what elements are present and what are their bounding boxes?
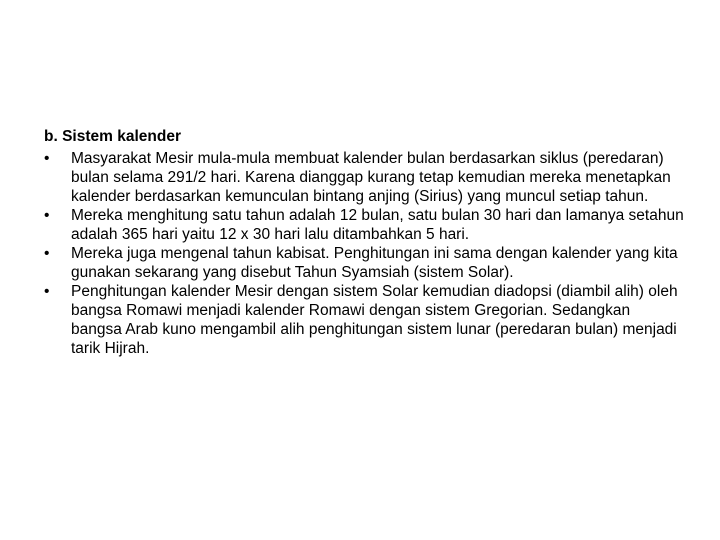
bullet-text: Penghitungan kalender Mesir dengan sistem Solar kemudian diadopsi (diambil alih) oleh bangsa Romawi menjadi kalender Romawi dengan sistem Gregorian. Sedangkan bangsa Arab kuno mengambil alih penghitungan sistem lunar (peredaran bulan) menjadi tarik Hijrah. [71, 283, 678, 357]
bullet-item-leap-year [44, 244, 684, 282]
section-heading: b. Sistem kalender [44, 128, 181, 145]
bullet-text: Mereka menghitung satu tahun adalah 12 bulan, satu bulan 30 hari dan lamanya setahun adalah 365 hari yaitu 12 x 30 hari lalu ditambahkan 5 hari. [71, 207, 684, 243]
slide-content [44, 127, 684, 358]
bullet-icon: • [44, 207, 50, 224]
bullet-item-adoption [44, 282, 684, 358]
bullet-icon: • [44, 283, 50, 300]
bullet-text: Masyarakat Mesir mula-mula membuat kalender bulan berdasarkan siklus (peredaran) bulan selama 291/2 hari. Karena dianggap kurang tetap kemudian mereka menetapkan kalender berdasarkan kemunculan bintang anjing (Sirius) yang muncul setiap tahun. [71, 150, 671, 205]
bullet-list [44, 149, 684, 358]
bullet-item-year-count [44, 206, 684, 244]
bullet-item-egypt-lunar-calendar [44, 149, 684, 206]
bullet-text: Mereka juga mengenal tahun kabisat. Penghitungan ini sama dengan kalender yang kita gunakan sekarang yang disebut Tahun Syamsiah (sistem Solar). [71, 245, 678, 281]
bullet-icon: • [44, 150, 50, 167]
bullet-icon: • [44, 245, 50, 262]
